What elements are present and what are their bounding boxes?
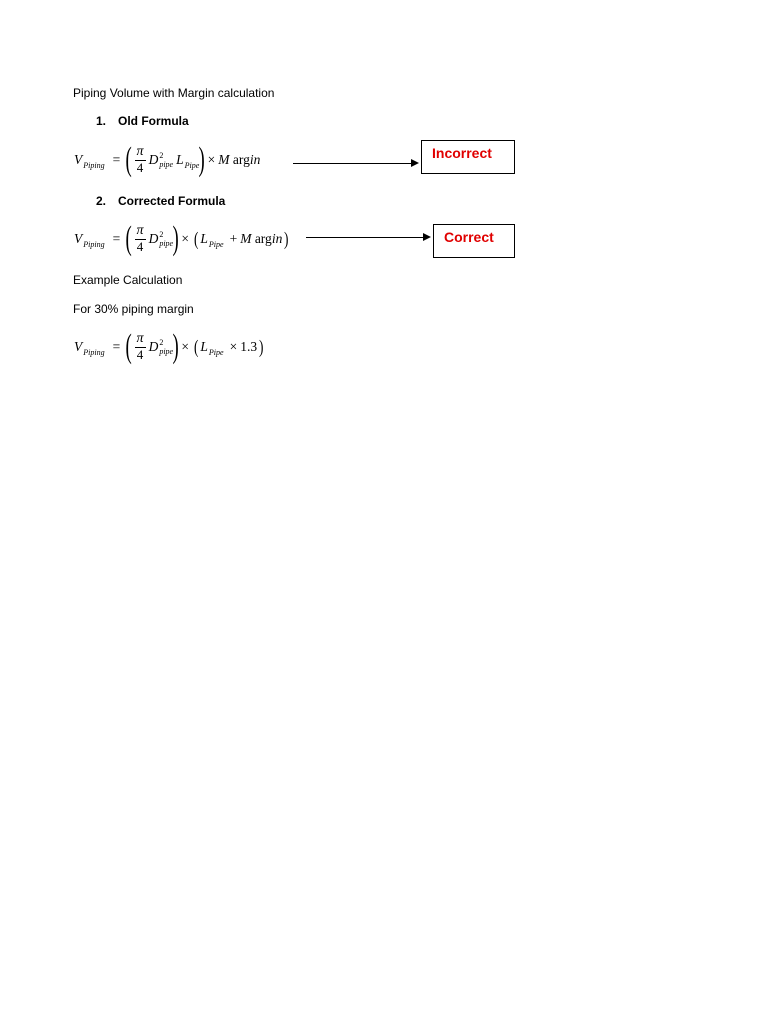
times-sign: ×	[181, 339, 190, 354]
right-paren: )	[172, 328, 179, 365]
symbol-m: M	[240, 231, 252, 246]
fraction-denominator: 4	[136, 239, 144, 255]
symbol-v: V	[74, 231, 83, 246]
symbol-l: L	[200, 339, 208, 354]
example-note: For 30% piping margin	[73, 302, 194, 316]
old-formula-number: 1.	[96, 114, 107, 128]
times-sign: ×	[207, 152, 216, 167]
subscript-pipe-cap: Pipe	[184, 160, 200, 170]
d-scripts	[159, 231, 173, 248]
arrow-corrected-line	[306, 237, 423, 238]
text-arg: arg	[232, 152, 250, 167]
fraction-pi-over-4	[135, 224, 146, 253]
corrected-formula-label: Corrected Formula	[118, 194, 226, 208]
left-paren: (	[125, 328, 132, 365]
equals-sign: =	[112, 231, 121, 246]
right-paren-small: )	[259, 336, 264, 358]
symbol-d: D	[148, 152, 159, 167]
left-paren-small: (	[193, 336, 199, 358]
plus-sign: +	[229, 231, 238, 246]
right-paren-small: )	[284, 228, 289, 250]
subscript-piping: Piping	[83, 239, 105, 249]
subscript-pipe: pipe	[159, 346, 174, 356]
times-sign-2: ×	[229, 339, 238, 354]
symbol-d: D	[148, 231, 159, 246]
fraction-numerator: π	[136, 144, 144, 160]
equals-sign: =	[112, 339, 121, 354]
symbol-m: M	[218, 152, 230, 167]
arrow-corrected-head	[423, 233, 431, 241]
fraction-denominator: 4	[136, 160, 144, 176]
arrow-old-line	[293, 163, 411, 164]
correct-box: Correct	[433, 224, 515, 258]
arrow-old-head	[411, 159, 419, 167]
left-paren: (	[125, 141, 132, 178]
subscript-pipe-cap: Pipe	[208, 239, 224, 249]
corrected-formula	[74, 217, 291, 261]
superscript-2: 2	[159, 229, 164, 239]
symbol-v: V	[74, 339, 83, 354]
subscript-pipe: pipe	[159, 159, 174, 169]
example-heading: Example Calculation	[73, 273, 183, 287]
right-paren: )	[198, 141, 206, 178]
symbol-d: D	[148, 339, 159, 354]
doc-title: Piping Volume with Margin calculation	[73, 86, 275, 100]
corrected-formula-number: 2.	[96, 194, 107, 208]
incorrect-box: Incorrect	[421, 140, 515, 174]
subscript-pipe-cap: Pipe	[208, 347, 224, 357]
text-arg: arg	[254, 231, 272, 246]
superscript-2: 2	[159, 337, 164, 347]
subscript-pipe: pipe	[159, 238, 174, 248]
symbol-l: L	[176, 152, 184, 167]
subscript-piping: Piping	[83, 347, 105, 357]
text-in: in	[271, 231, 283, 246]
fraction-numerator: π	[136, 223, 144, 239]
fraction-numerator: π	[136, 331, 144, 347]
symbol-l: L	[200, 231, 208, 246]
equals-sign: =	[112, 152, 121, 167]
old-formula-heading	[96, 114, 189, 128]
d-scripts	[159, 339, 173, 356]
text-in: in	[249, 152, 261, 167]
old-formula-label: Old Formula	[118, 114, 189, 128]
left-paren-small: (	[193, 228, 199, 250]
old-formula	[74, 138, 260, 182]
corrected-formula-heading	[96, 194, 225, 208]
fraction-pi-over-4	[135, 332, 146, 361]
times-sign: ×	[181, 231, 190, 246]
subscript-piping: Piping	[83, 160, 105, 170]
symbol-v: V	[74, 152, 83, 167]
factor-value: 1.3	[240, 339, 258, 354]
left-paren: (	[125, 220, 132, 257]
superscript-2: 2	[159, 150, 164, 160]
d-scripts	[159, 152, 173, 169]
example-formula	[74, 325, 265, 369]
fraction-pi-over-4	[135, 145, 146, 174]
fraction-denominator: 4	[136, 347, 144, 363]
right-paren: )	[172, 220, 179, 257]
